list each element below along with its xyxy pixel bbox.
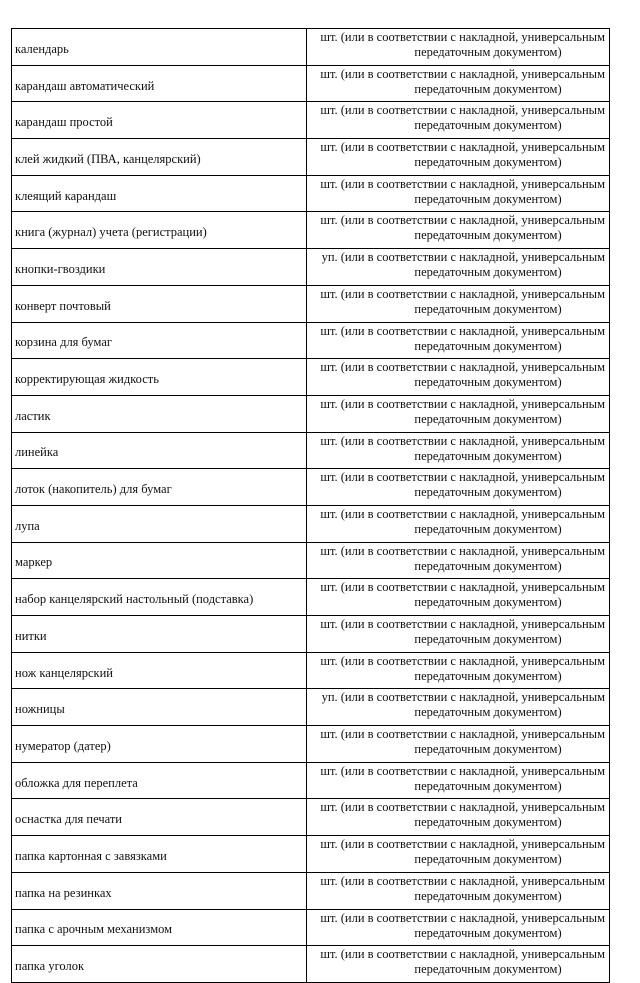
table-row bbox=[12, 872, 610, 909]
table-row bbox=[12, 249, 610, 286]
item-name: лоток (накопитель) для бумаг bbox=[12, 469, 307, 506]
item-unit bbox=[307, 836, 610, 873]
item-unit-line1: шт. (или в соответствии с накладной, универсальным bbox=[320, 176, 605, 191]
table-row bbox=[12, 579, 610, 616]
item-name: нитки bbox=[12, 616, 307, 653]
item-unit bbox=[307, 102, 610, 139]
item-name: карандаш простой bbox=[12, 102, 307, 139]
table-row bbox=[12, 726, 610, 763]
item-name: папка уголок bbox=[12, 946, 307, 983]
item-name: нумератор (датер) bbox=[12, 726, 307, 763]
item-unit-line2: передаточным документом) bbox=[414, 228, 562, 243]
item-unit-line1: шт. (или в соответствии с накладной, универсальным bbox=[320, 727, 605, 742]
item-name: книга (журнал) учета (регистрации) bbox=[12, 212, 307, 249]
table-row bbox=[12, 505, 610, 542]
item-unit bbox=[307, 212, 610, 249]
item-unit-line2: передаточным документом) bbox=[414, 448, 562, 463]
item-name: нож канцелярский bbox=[12, 652, 307, 689]
items-table-body bbox=[12, 29, 610, 983]
table-row bbox=[12, 616, 610, 653]
item-unit-line1: шт. (или в соответствии с накладной, универсальным bbox=[320, 396, 605, 411]
item-unit-line2: передаточным документом) bbox=[414, 485, 562, 500]
item-name: ножницы bbox=[12, 689, 307, 726]
table-row bbox=[12, 762, 610, 799]
item-unit-line2: передаточным документом) bbox=[414, 962, 562, 977]
item-unit-line1: шт. (или в соответствии с накладной, универсальным bbox=[320, 580, 605, 595]
item-unit bbox=[307, 469, 610, 506]
item-unit bbox=[307, 249, 610, 286]
item-unit-line1: шт. (или в соответствии с накладной, универсальным bbox=[320, 543, 605, 558]
item-unit-line2: передаточным документом) bbox=[414, 118, 562, 133]
item-name: кнопки-гвоздики bbox=[12, 249, 307, 286]
item-unit-line2: передаточным документом) bbox=[414, 265, 562, 280]
item-unit-line1: шт. (или в соответствии с накладной, универсальным bbox=[320, 763, 605, 778]
item-unit-line1: уп. (или в соответствии с накладной, универсальным bbox=[321, 690, 605, 705]
table-row bbox=[12, 542, 610, 579]
item-unit-line2: передаточным документом) bbox=[414, 521, 562, 536]
table-row bbox=[12, 102, 610, 139]
item-unit-line2: передаточным документом) bbox=[414, 191, 562, 206]
item-unit-line1: шт. (или в соответствии с накладной, универсальным bbox=[320, 837, 605, 852]
item-unit-line2: передаточным документом) bbox=[414, 778, 562, 793]
item-unit-line1: шт. (или в соответствии с накладной, универсальным bbox=[320, 30, 605, 44]
table-row bbox=[12, 652, 610, 689]
item-unit bbox=[307, 29, 610, 66]
item-unit bbox=[307, 689, 610, 726]
item-unit bbox=[307, 432, 610, 469]
table-row bbox=[12, 359, 610, 396]
item-unit-line1: шт. (или в соответствии с накладной, универсальным bbox=[320, 653, 605, 668]
item-unit-line1: шт. (или в соответствии с накладной, универсальным bbox=[320, 140, 605, 155]
item-unit-line2: передаточным документом) bbox=[414, 742, 562, 757]
item-unit bbox=[307, 359, 610, 396]
item-unit-line1: шт. (или в соответствии с накладной, универсальным bbox=[320, 213, 605, 228]
item-unit-line2: передаточным документом) bbox=[414, 45, 562, 59]
item-unit-line1: шт. (или в соответствии с накладной, универсальным bbox=[320, 66, 605, 81]
item-unit-line1: шт. (или в соответствии с накладной, универсальным bbox=[320, 506, 605, 521]
item-unit-line1: шт. (или в соответствии с накладной, универсальным bbox=[320, 910, 605, 925]
table-row bbox=[12, 909, 610, 946]
item-unit-line2: передаточным документом) bbox=[414, 301, 562, 316]
item-unit-line2: передаточным документом) bbox=[414, 632, 562, 646]
item-unit-line1: шт. (или в соответствии с накладной, универсальным bbox=[320, 286, 605, 301]
table-row bbox=[12, 29, 610, 66]
table-row bbox=[12, 469, 610, 506]
table-row bbox=[12, 432, 610, 469]
item-unit-line2: передаточным документом) bbox=[414, 375, 562, 390]
item-unit-line1: шт. (или в соответствии с накладной, универсальным bbox=[320, 360, 605, 375]
item-unit-line2: передаточным документом) bbox=[414, 705, 562, 720]
item-unit-line2: передаточным документом) bbox=[414, 595, 562, 610]
table-row bbox=[12, 175, 610, 212]
item-name: набор канцелярский настольный (подставка) bbox=[12, 579, 307, 616]
table-row bbox=[12, 285, 610, 322]
item-name: ластик bbox=[12, 395, 307, 432]
item-name: корзина для бумаг bbox=[12, 322, 307, 359]
item-unit bbox=[307, 946, 610, 983]
item-name: маркер bbox=[12, 542, 307, 579]
item-name: клей жидкий (ПВА, канцелярский) bbox=[12, 139, 307, 176]
item-name: календарь bbox=[12, 29, 307, 66]
item-name: корректирующая жидкость bbox=[12, 359, 307, 396]
table-row bbox=[12, 946, 610, 983]
item-name: лупа bbox=[12, 505, 307, 542]
item-name: папка с арочным механизмом bbox=[12, 909, 307, 946]
item-name: линейка bbox=[12, 432, 307, 469]
table-row bbox=[12, 212, 610, 249]
item-unit bbox=[307, 616, 610, 653]
item-unit-line1: шт. (или в соответствии с накладной, универсальным bbox=[320, 433, 605, 448]
item-name: оснастка для печати bbox=[12, 799, 307, 836]
item-unit bbox=[307, 139, 610, 176]
item-unit bbox=[307, 909, 610, 946]
item-unit-line1: шт. (или в соответствии с накладной, универсальным bbox=[320, 323, 605, 338]
item-unit-line2: передаточным документом) bbox=[414, 815, 562, 830]
items-table bbox=[11, 28, 610, 983]
item-name: папка картонная с завязками bbox=[12, 836, 307, 873]
item-unit bbox=[307, 762, 610, 799]
table-row bbox=[12, 322, 610, 359]
item-name: карандаш автоматический bbox=[12, 65, 307, 102]
table-row bbox=[12, 836, 610, 873]
item-unit bbox=[307, 175, 610, 212]
item-unit-line2: передаточным документом) bbox=[414, 558, 562, 573]
table-row bbox=[12, 139, 610, 176]
item-unit-line1: шт. (или в соответствии с накладной, универсальным bbox=[320, 103, 605, 118]
item-unit bbox=[307, 726, 610, 763]
item-unit-line1: шт. (или в соответствии с накладной, универсальным bbox=[320, 800, 605, 815]
item-unit bbox=[307, 542, 610, 579]
item-unit bbox=[307, 579, 610, 616]
item-unit-line2: передаточным документом) bbox=[414, 925, 562, 940]
item-unit-line1: шт. (или в соответствии с накладной, универсальным bbox=[320, 873, 605, 888]
item-unit-line2: передаточным документом) bbox=[414, 338, 562, 353]
item-name: папка на резинках bbox=[12, 872, 307, 909]
item-unit bbox=[307, 799, 610, 836]
table-row bbox=[12, 799, 610, 836]
item-unit bbox=[307, 872, 610, 909]
item-unit-line2: передаточным документом) bbox=[414, 81, 562, 96]
item-unit-line1: шт. (или в соответствии с накладной, универсальным bbox=[320, 617, 605, 631]
item-unit-line1: уп. (или в соответствии с накладной, универсальным bbox=[321, 250, 605, 265]
item-unit bbox=[307, 285, 610, 322]
item-unit-line2: передаточным документом) bbox=[414, 852, 562, 867]
table-row bbox=[12, 689, 610, 726]
item-name: конверт почтовый bbox=[12, 285, 307, 322]
item-unit bbox=[307, 505, 610, 542]
item-unit-line1: шт. (или в соответствии с накладной, универсальным bbox=[320, 470, 605, 485]
item-name: обложка для переплета bbox=[12, 762, 307, 799]
item-unit-line2: передаточным документом) bbox=[414, 411, 562, 426]
item-unit bbox=[307, 652, 610, 689]
item-unit-line2: передаточным документом) bbox=[414, 155, 562, 170]
item-name: клеящий карандаш bbox=[12, 175, 307, 212]
item-unit bbox=[307, 395, 610, 432]
table-row bbox=[12, 65, 610, 102]
item-unit-line2: передаточным документом) bbox=[414, 888, 562, 903]
item-unit bbox=[307, 65, 610, 102]
table-row bbox=[12, 395, 610, 432]
item-unit-line1: шт. (или в соответствии с накладной, универсальным bbox=[320, 947, 605, 962]
item-unit-line2: передаточным документом) bbox=[414, 668, 562, 683]
item-unit bbox=[307, 322, 610, 359]
